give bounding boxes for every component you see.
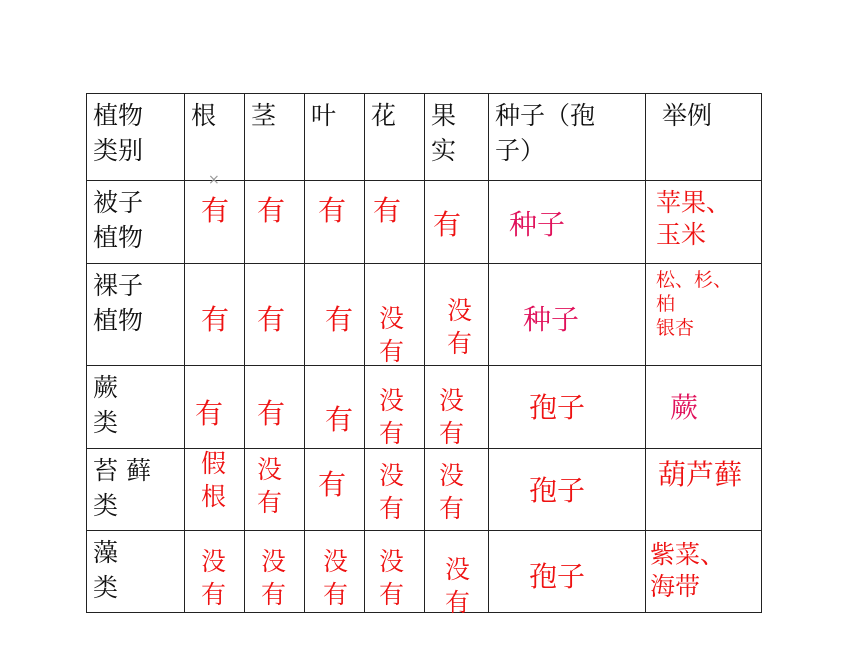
header-category-cell [87,94,185,181]
example-value: 松、杉、 柏 银杏 [656,269,733,339]
fruit-cell [425,366,489,449]
header-row [87,94,762,181]
example-cell [646,264,762,366]
flower-cell [365,181,425,264]
table-row [87,181,762,264]
leaf-cell [305,264,365,366]
example-cell [646,181,762,264]
header-flower: 花 [371,101,397,130]
flower-value: 没有 [379,304,405,366]
root-cell [185,181,245,264]
header-stem: 茎 [251,101,277,130]
header-seed: 种子（孢 子） [495,101,596,165]
plant-classification-table [86,93,762,617]
header-seed-cell [489,94,646,181]
row-category-cell [87,449,185,531]
table-row [87,264,762,366]
root-cell [185,264,245,366]
seed-value: 孢子 [529,474,586,507]
root-cell [185,366,245,449]
stem-cell [245,264,305,366]
row-category-cell [87,181,185,264]
row-category: 裸子 植物 [93,271,144,335]
root-value: 有 [201,194,230,227]
stem-value: 有 [257,397,286,430]
root-value: 没有 [201,547,227,609]
fruit-cell [425,531,489,617]
seed-value: 孢子 [529,391,586,424]
leaf-cell [305,181,365,264]
flower-cell [365,366,425,449]
example-value: 苹果、 玉米 [656,188,732,249]
leaf-cell [305,531,365,613]
header-fruit-cell [425,94,489,181]
leaf-cell [305,449,365,531]
row-category-cell [87,531,185,613]
fruit-value: 没有 [439,386,465,448]
example-cell [646,366,762,449]
row-category-cell [87,264,185,366]
fruit-cell [425,181,489,264]
table-row [87,531,762,613]
seed-cell [489,181,646,264]
root-value: 假根 [201,449,227,511]
stem-cell [245,449,305,531]
leaf-value: 有 [318,468,347,501]
seed-cell [489,264,646,366]
flower-cell [365,449,425,531]
flower-cell [365,531,425,613]
stem-value: 有 [257,194,286,227]
stem-value: 没有 [261,547,287,609]
example-cell [646,531,762,613]
header-stem-cell [245,94,305,181]
stem-cell [245,181,305,264]
table-row [87,449,762,531]
fruit-value: 没有 [445,555,471,617]
root-value: 有 [195,397,224,430]
leaf-value: 有 [325,403,354,436]
flower-cell [365,264,425,366]
example-cell [646,449,762,531]
row-category: 蕨 类 [93,373,119,437]
fruit-value: 没有 [439,461,465,523]
row-category: 藻 类 [93,538,119,602]
stem-value: 有 [257,303,286,336]
seed-value: 孢子 [529,560,586,593]
root-value: 有 [201,303,230,336]
fruit-value: 有 [433,208,462,241]
flower-value: 没有 [379,386,405,448]
leaf-value: 没有 [323,547,349,609]
example-value: 葫芦藓 [658,458,743,491]
stem-value: 没有 [257,455,283,517]
header-flower-cell [365,94,425,181]
leaf-cell [305,366,365,449]
header-category: 植物 类别 [93,101,144,165]
example-value: 蕨 [670,391,699,424]
flower-value: 有 [373,194,402,227]
example-value: 紫菜、 海带 [650,540,726,601]
root-cell [185,449,245,531]
table-row [87,366,762,449]
root-cell [185,531,245,613]
seed-value: 种子 [509,208,566,241]
seed-value: 种子 [523,303,580,336]
fruit-cell [425,264,489,366]
seed-cell [489,366,646,449]
stem-cell [245,366,305,449]
header-example: 举例 [662,101,713,130]
header-root-cell [185,94,245,181]
leaf-value: 有 [318,194,347,227]
row-category: 被子 植物 [93,188,144,252]
header-leaf-cell [305,94,365,181]
stem-cell [245,531,305,613]
row-category-cell [87,366,185,449]
header-example-cell [646,94,762,181]
fruit-value: 没有 [447,296,473,358]
stray-x-mark-icon: × [208,172,220,188]
seed-cell [489,449,646,531]
flower-value: 没有 [379,461,405,523]
header-root: 根 [191,101,217,130]
header-fruit: 果 实 [431,101,457,165]
header-leaf: 叶 [311,101,337,130]
flower-value: 没有 [379,547,405,609]
leaf-value: 有 [325,303,354,336]
fruit-cell [425,449,489,531]
row-category: 苔 藓 类 [93,456,151,520]
seed-cell [489,531,646,613]
